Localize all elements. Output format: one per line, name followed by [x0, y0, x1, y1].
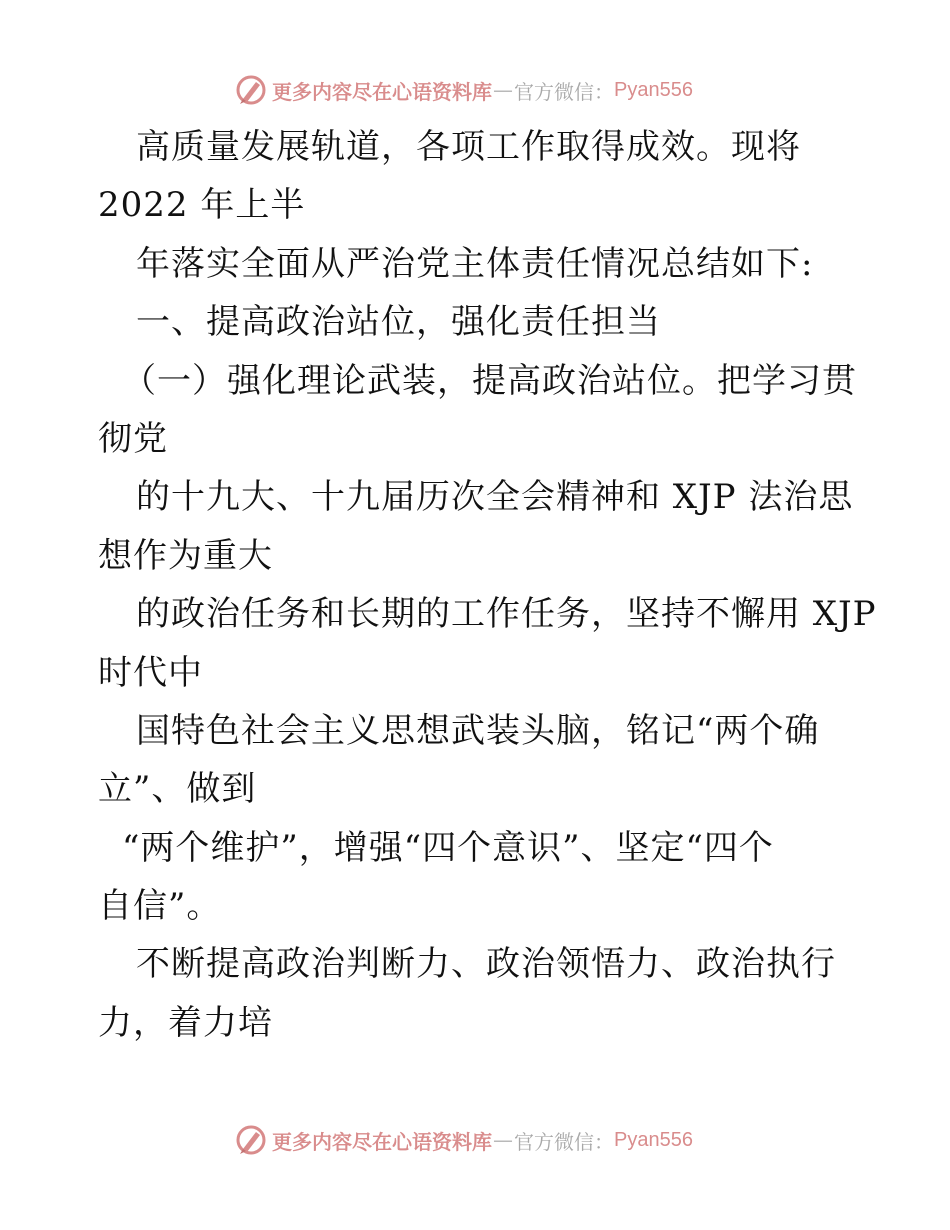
text-line: 想作为重大	[98, 535, 273, 576]
header-watermark	[234, 72, 693, 108]
text-line: 的十九大、十九届历次全会精神和 XJP 法治思	[136, 477, 854, 518]
watermark-main-text: 更多内容尽在心语资料库	[272, 79, 492, 104]
text-line: 自信”。	[98, 886, 222, 927]
text-line: 力，着力培	[98, 1002, 273, 1043]
body-text	[98, 118, 877, 1052]
text-line: 彻党	[98, 418, 168, 459]
text-line: “两个维护”，增强“四个意识”、坚定“四个	[122, 827, 774, 868]
pen-logo-icon	[234, 73, 268, 107]
watermark-main-text: 更多内容尽在心语资料库	[272, 1129, 492, 1154]
text-line: 高质量发展轨道，各项工作取得成效。现将	[136, 127, 801, 167]
text-line: （一）强化理论武装，提高政治站位。把学习贯	[122, 360, 857, 401]
watermark-sub-text: 官方微信：	[514, 1129, 614, 1154]
watermark-sub-text: 官方微信：	[514, 79, 614, 104]
watermark-id: Pyan556	[614, 78, 693, 101]
text-line: 的政治任务和长期的工作任务，坚持不懈用 XJP	[136, 594, 877, 635]
pen-logo-icon	[234, 1123, 268, 1157]
watermark-id: Pyan556	[614, 1128, 693, 1151]
text-line: 不断提高政治判断力、政治领悟力、政治执行	[136, 944, 836, 985]
watermark-dash: —	[493, 78, 513, 102]
text-line: 年落实全面从严治党主体责任情况总结如下:	[136, 243, 814, 284]
watermark-dash: —	[493, 1128, 513, 1152]
text-line: 立”、做到	[98, 769, 257, 810]
footer-watermark	[234, 1122, 693, 1158]
text-line: 时代中	[98, 652, 203, 693]
text-line: 2022 年上半	[98, 185, 306, 226]
text-line: 国特色社会主义思想武装头脑，铭记“两个确	[136, 710, 820, 751]
section-heading: 一、提高政治站位，强化责任担当	[136, 302, 661, 343]
